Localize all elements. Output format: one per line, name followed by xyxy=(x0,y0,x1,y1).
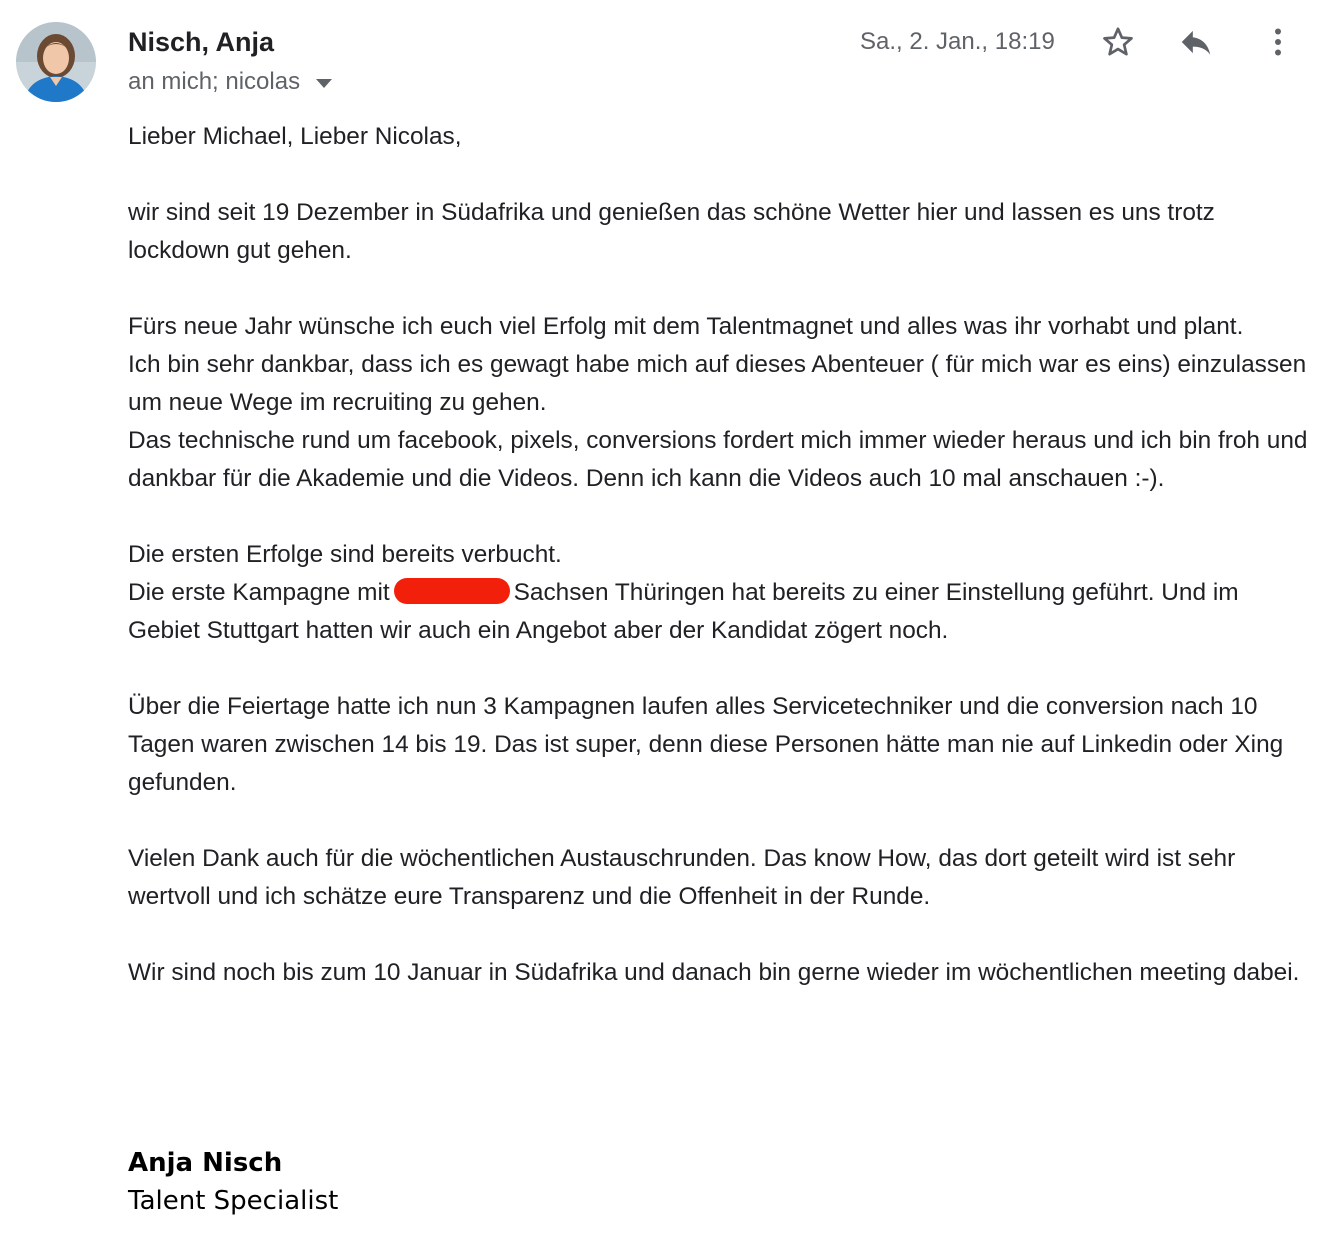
message-body xyxy=(128,118,1308,992)
signature-name: Anja Nisch xyxy=(128,1148,283,1178)
campaign-text-before: Die erste Kampagne mit xyxy=(128,579,390,606)
paragraph-gratitude: Ich bin sehr dankbar, dass ich es gewagt habe mich auf dieses Abenteuer ( für mich war es eins) einzulassen um neue Wege im recruiting zu gehen. xyxy=(128,351,1307,416)
more-vert-icon xyxy=(1260,24,1296,60)
recipients-label: an mich; nicolas xyxy=(128,68,301,95)
recipients-toggle[interactable] xyxy=(128,66,332,98)
avatar[interactable] xyxy=(16,22,96,102)
star-outline-icon xyxy=(1100,24,1136,60)
signature-title: Talent Specialist xyxy=(128,1186,339,1216)
reply-icon xyxy=(1177,23,1215,61)
paragraph-weather: wir sind seit 19 Dezember in Südafrika und genießen das schöne Wetter hier und lassen es uns trotz lockdown gut gehen. xyxy=(128,199,1215,264)
paragraph-campaign xyxy=(128,574,1308,650)
paragraph-first-success: Die ersten Erfolge sind bereits verbucht. xyxy=(128,541,562,568)
avatar-photo xyxy=(16,22,96,102)
campaign-text-after: Sachsen Thüringen hat bereits zu einer Einstellung geführt. Und im Gebiet Stuttgart hatten wir auch ein Angebot aber der Kandidat zögert noch. xyxy=(128,579,1239,644)
message-date: Sa., 2. Jan., 18:19 xyxy=(860,28,1055,55)
more-options-button[interactable] xyxy=(1258,22,1298,62)
paragraph-holidays: Über die Feiertage hatte ich nun 3 Kampagnen laufen alles Servicetechniker und die conversion nach 10 Tagen waren zwischen 14 bis 19. Das ist super, denn diese Personen hätte man nie auf Linkedin oder Xing gefunden. xyxy=(128,693,1284,796)
paragraph-new-year: Fürs neue Jahr wünsche ich euch viel Erfolg mit dem Talentmagnet und alles was ihr vorhabt und plant. xyxy=(128,313,1244,340)
paragraph-return: Wir sind noch bis zum 10 Januar in Südafrika und danach bin gerne wieder im wöchentlichen meeting dabei. xyxy=(128,959,1300,986)
reply-button[interactable] xyxy=(1176,22,1216,62)
paragraph-thanks: Vielen Dank auch für die wöchentlichen Austauschrunden. Das know How, das dort geteilt wird ist sehr wertvoll und ich schätze eure Transparenz und die Offenheit in der Runde. xyxy=(128,845,1236,910)
signature xyxy=(128,1144,338,1220)
greeting: Lieber Michael, Lieber Nicolas, xyxy=(128,123,462,150)
paragraph-technical: Das technische rund um facebook, pixels, conversions fordert mich immer wieder heraus und ich bin froh und dankbar für die Akademie und die Videos. Denn ich kann die Videos auch 10 mal anschauen :-). xyxy=(128,427,1308,492)
sender-name: Nisch, Anja xyxy=(128,27,275,57)
chevron-down-icon[interactable] xyxy=(316,79,332,88)
star-button[interactable] xyxy=(1098,22,1138,62)
redaction-mark xyxy=(394,578,510,604)
